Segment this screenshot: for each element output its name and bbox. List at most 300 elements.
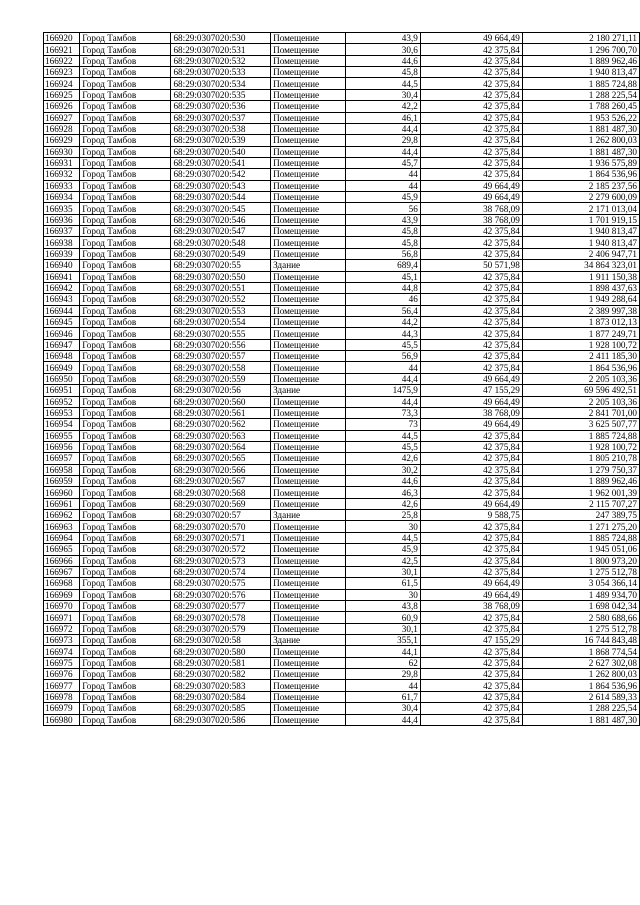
table-row [44, 669, 640, 680]
cell-area: 45,8 [346, 226, 420, 237]
cell-cadastral-value: 1 864 536,96 [522, 362, 639, 373]
cell-city: Город Тамбов [80, 89, 171, 100]
cell-cadastral-number: 68:29:0307020:560 [171, 396, 271, 407]
cell-object-type: Помещение [271, 339, 346, 350]
cell-area: 73 [346, 419, 420, 430]
table-row [44, 294, 640, 305]
cell-city: Город Тамбов [80, 294, 171, 305]
cell-city: Город Тамбов [80, 260, 171, 271]
table-row [44, 464, 640, 475]
cell-specific-value: 42 375,84 [420, 294, 522, 305]
cell-object-type: Помещение [271, 89, 346, 100]
cell-area: 43,9 [346, 214, 420, 225]
cell-id: 166971 [44, 612, 80, 623]
cell-cadastral-value: 1 288 225,54 [522, 89, 639, 100]
cell-id: 166980 [44, 714, 80, 725]
cell-city: Город Тамбов [80, 419, 171, 430]
table-row [44, 339, 640, 350]
cell-cadastral-number: 68:29:0307020:554 [171, 316, 271, 327]
cell-object-type: Помещение [271, 600, 346, 611]
cell-cadastral-value: 2 205 103,36 [522, 396, 639, 407]
cell-cadastral-value: 1 885 724,88 [522, 430, 639, 441]
cell-id: 166932 [44, 169, 80, 180]
cell-specific-value: 49 664,49 [420, 498, 522, 509]
cell-id: 166955 [44, 430, 80, 441]
cell-city: Город Тамбов [80, 33, 171, 44]
cell-city: Город Тамбов [80, 669, 171, 680]
cell-cadastral-value: 1 262 800,03 [522, 669, 639, 680]
cell-city: Город Тамбов [80, 453, 171, 464]
table-row [44, 385, 640, 396]
table-row [44, 260, 640, 271]
cell-cadastral-value: 1 296 700,70 [522, 44, 639, 55]
cell-object-type: Помещение [271, 578, 346, 589]
cell-cadastral-value: 2 185 237,56 [522, 180, 639, 191]
cell-area: 44,4 [346, 714, 420, 725]
cell-specific-value: 42 375,84 [420, 703, 522, 714]
cell-id: 166952 [44, 396, 80, 407]
cell-specific-value: 42 375,84 [420, 362, 522, 373]
cell-specific-value: 42 375,84 [420, 623, 522, 634]
cell-id: 166953 [44, 407, 80, 418]
cell-cadastral-value: 1 928 100,72 [522, 441, 639, 452]
cell-object-type: Помещение [271, 214, 346, 225]
cell-specific-value: 42 375,84 [420, 566, 522, 577]
table-row [44, 89, 640, 100]
cell-specific-value: 42 375,84 [420, 248, 522, 259]
cell-area: 30,4 [346, 703, 420, 714]
cell-specific-value: 42 375,84 [420, 476, 522, 487]
cell-object-type: Помещение [271, 453, 346, 464]
table-row [44, 419, 640, 430]
cell-specific-value: 42 375,84 [420, 532, 522, 543]
cell-area: 44,8 [346, 282, 420, 293]
cell-area: 44,6 [346, 55, 420, 66]
cell-cadastral-value: 1 864 536,96 [522, 169, 639, 180]
cell-cadastral-value: 2 411 185,30 [522, 351, 639, 362]
cell-cadastral-number: 68:29:0307020:537 [171, 112, 271, 123]
cell-specific-value: 42 375,84 [420, 67, 522, 78]
cell-area: 42,6 [346, 453, 420, 464]
cell-area: 45,5 [346, 339, 420, 350]
cell-area: 62 [346, 657, 420, 668]
cell-id: 166925 [44, 89, 80, 100]
cell-city: Город Тамбов [80, 691, 171, 702]
cell-id: 166969 [44, 589, 80, 600]
cell-object-type: Помещение [271, 544, 346, 555]
cell-cadastral-value: 2 627 302,08 [522, 657, 639, 668]
cell-specific-value: 49 664,49 [420, 180, 522, 191]
cell-city: Город Тамбов [80, 680, 171, 691]
cell-specific-value: 49 664,49 [420, 373, 522, 384]
cell-id: 166963 [44, 521, 80, 532]
cell-cadastral-value: 1 881 487,30 [522, 714, 639, 725]
cell-cadastral-value: 2 180 271,11 [522, 33, 639, 44]
cell-cadastral-number: 68:29:0307020:536 [171, 101, 271, 112]
cell-cadastral-number: 68:29:0307020:575 [171, 578, 271, 589]
cell-object-type: Помещение [271, 373, 346, 384]
table-row [44, 589, 640, 600]
cell-city: Город Тамбов [80, 703, 171, 714]
cell-id: 166938 [44, 237, 80, 248]
cell-object-type: Помещение [271, 703, 346, 714]
cell-object-type: Помещение [271, 566, 346, 577]
table-row [44, 532, 640, 543]
cell-object-type: Помещение [271, 146, 346, 157]
table-row [44, 78, 640, 89]
cell-cadastral-number: 68:29:0307020:566 [171, 464, 271, 475]
cell-object-type: Помещение [271, 476, 346, 487]
cell-cadastral-number: 68:29:0307020:531 [171, 44, 271, 55]
cell-area: 355,1 [346, 635, 420, 646]
cell-id: 166939 [44, 248, 80, 259]
cell-specific-value: 42 375,84 [420, 226, 522, 237]
cell-id: 166948 [44, 351, 80, 362]
cell-specific-value: 38 768,09 [420, 203, 522, 214]
cell-cadastral-number: 68:29:0307020:563 [171, 430, 271, 441]
cell-object-type: Помещение [271, 271, 346, 282]
table-row [44, 44, 640, 55]
cell-city: Город Тамбов [80, 714, 171, 725]
cell-object-type: Помещение [271, 294, 346, 305]
cell-id: 166961 [44, 498, 80, 509]
cell-object-type: Помещение [271, 498, 346, 509]
cell-id: 166965 [44, 544, 80, 555]
table-row [44, 146, 640, 157]
cell-specific-value: 42 375,84 [420, 237, 522, 248]
cell-specific-value: 42 375,84 [420, 271, 522, 282]
cell-cadastral-number: 68:29:0307020:580 [171, 646, 271, 657]
table-row [44, 180, 640, 191]
cell-cadastral-number: 68:29:0307020:573 [171, 555, 271, 566]
cell-cadastral-number: 68:29:0307020:569 [171, 498, 271, 509]
cell-city: Город Тамбов [80, 464, 171, 475]
cell-cadastral-value: 1 288 225,54 [522, 703, 639, 714]
cell-specific-value: 42 375,84 [420, 657, 522, 668]
table-row [44, 157, 640, 168]
cell-specific-value: 42 375,84 [420, 680, 522, 691]
cell-area: 30,4 [346, 89, 420, 100]
cell-city: Город Тамбов [80, 544, 171, 555]
cell-cadastral-number: 68:29:0307020:552 [171, 294, 271, 305]
cell-cadastral-value: 2 841 701,00 [522, 407, 639, 418]
cell-cadastral-value: 2 171 013,04 [522, 203, 639, 214]
cadastral-value-table [43, 32, 640, 726]
cell-id: 166960 [44, 487, 80, 498]
cell-cadastral-number: 68:29:0307020:565 [171, 453, 271, 464]
cell-cadastral-value: 1 962 001,39 [522, 487, 639, 498]
cell-id: 166973 [44, 635, 80, 646]
cell-cadastral-value: 1 800 973,20 [522, 555, 639, 566]
cell-cadastral-number: 68:29:0307020:550 [171, 271, 271, 282]
cell-cadastral-value: 3 625 507,77 [522, 419, 639, 430]
cell-cadastral-number: 68:29:0307020:567 [171, 476, 271, 487]
cell-city: Город Тамбов [80, 635, 171, 646]
cell-area: 30,1 [346, 623, 420, 634]
cell-city: Город Тамбов [80, 180, 171, 191]
cell-id: 166979 [44, 703, 80, 714]
cell-id: 166920 [44, 33, 80, 44]
cell-id: 166951 [44, 385, 80, 396]
cell-city: Город Тамбов [80, 510, 171, 521]
cell-cadastral-number: 68:29:0307020:534 [171, 78, 271, 89]
table-row [44, 623, 640, 634]
cell-cadastral-value: 1 940 813,47 [522, 237, 639, 248]
cell-cadastral-number: 68:29:0307020:582 [171, 669, 271, 680]
cell-cadastral-value: 2 580 688,66 [522, 612, 639, 623]
cell-object-type: Помещение [271, 532, 346, 543]
cell-object-type: Помещение [271, 112, 346, 123]
cell-city: Город Тамбов [80, 78, 171, 89]
cell-object-type: Помещение [271, 351, 346, 362]
cell-cadastral-value: 1 911 150,38 [522, 271, 639, 282]
cell-specific-value: 42 375,84 [420, 441, 522, 452]
table-row [44, 362, 640, 373]
cell-id: 166978 [44, 691, 80, 702]
cell-area: 56,4 [346, 305, 420, 316]
cell-specific-value: 50 571,98 [420, 260, 522, 271]
cell-cadastral-value: 1 898 437,63 [522, 282, 639, 293]
cell-city: Город Тамбов [80, 589, 171, 600]
cell-cadastral-value: 2 614 589,33 [522, 691, 639, 702]
cell-area: 42,2 [346, 101, 420, 112]
cell-specific-value: 49 664,49 [420, 33, 522, 44]
cell-area: 44,3 [346, 328, 420, 339]
cell-specific-value: 42 375,84 [420, 101, 522, 112]
cell-city: Город Тамбов [80, 55, 171, 66]
cell-area: 44,5 [346, 78, 420, 89]
cell-cadastral-number: 68:29:0307020:574 [171, 566, 271, 577]
cell-cadastral-number: 68:29:0307020:579 [171, 623, 271, 634]
cell-cadastral-number: 68:29:0307020:557 [171, 351, 271, 362]
cell-cadastral-number: 68:29:0307020:535 [171, 89, 271, 100]
table-row [44, 373, 640, 384]
cell-city: Город Тамбов [80, 578, 171, 589]
cell-object-type: Помещение [271, 419, 346, 430]
cell-id: 166954 [44, 419, 80, 430]
cell-id: 166972 [44, 623, 80, 634]
cell-cadastral-value: 1 873 012,13 [522, 316, 639, 327]
cell-cadastral-number: 68:29:0307020:555 [171, 328, 271, 339]
cell-city: Город Тамбов [80, 407, 171, 418]
cell-specific-value: 42 375,84 [420, 555, 522, 566]
table-row [44, 578, 640, 589]
cell-specific-value: 42 375,84 [420, 453, 522, 464]
cell-specific-value: 42 375,84 [420, 430, 522, 441]
cell-cadastral-value: 1 885 724,88 [522, 78, 639, 89]
cell-area: 61,7 [346, 691, 420, 702]
cell-specific-value: 42 375,84 [420, 282, 522, 293]
table-row [44, 305, 640, 316]
cell-object-type: Помещение [271, 157, 346, 168]
cell-id: 166962 [44, 510, 80, 521]
cell-cadastral-value: 1 788 260,45 [522, 101, 639, 112]
table-row [44, 396, 640, 407]
cell-city: Город Тамбов [80, 430, 171, 441]
cell-city: Город Тамбов [80, 112, 171, 123]
table-row [44, 135, 640, 146]
table-row [44, 555, 640, 566]
cell-area: 30,2 [346, 464, 420, 475]
table-row [44, 600, 640, 611]
cell-id: 166931 [44, 157, 80, 168]
cell-object-type: Помещение [271, 78, 346, 89]
cell-cadastral-value: 1 889 962,46 [522, 476, 639, 487]
cell-object-type: Помещение [271, 44, 346, 55]
cell-cadastral-number: 68:29:0307020:551 [171, 282, 271, 293]
cell-cadastral-value: 2 205 103,36 [522, 373, 639, 384]
cell-id: 166941 [44, 271, 80, 282]
cell-specific-value: 47 155,29 [420, 385, 522, 396]
table-row [44, 612, 640, 623]
cell-id: 166947 [44, 339, 80, 350]
cell-object-type: Помещение [271, 691, 346, 702]
cell-id: 166933 [44, 180, 80, 191]
cell-area: 56,9 [346, 351, 420, 362]
cell-object-type: Помещение [271, 123, 346, 134]
table-row [44, 691, 640, 702]
cell-cadastral-value: 1 936 575,89 [522, 157, 639, 168]
cell-city: Город Тамбов [80, 646, 171, 657]
cell-specific-value: 42 375,84 [420, 714, 522, 725]
cell-area: 45,9 [346, 192, 420, 203]
cell-cadastral-value: 2 279 600,09 [522, 192, 639, 203]
cell-city: Город Тамбов [80, 657, 171, 668]
cell-id: 166940 [44, 260, 80, 271]
cell-cadastral-number: 68:29:0307020:577 [171, 600, 271, 611]
cell-area: 44,4 [346, 123, 420, 134]
cell-cadastral-number: 68:29:0307020:533 [171, 67, 271, 78]
cell-area: 689,4 [346, 260, 420, 271]
cell-cadastral-value: 1 949 288,64 [522, 294, 639, 305]
cell-specific-value: 49 664,49 [420, 192, 522, 203]
table-body [44, 33, 640, 726]
cell-object-type: Здание [271, 510, 346, 521]
cell-cadastral-number: 68:29:0307020:55 [171, 260, 271, 271]
cell-object-type: Помещение [271, 555, 346, 566]
cell-cadastral-number: 68:29:0307020:561 [171, 407, 271, 418]
cell-cadastral-value: 1 262 800,03 [522, 135, 639, 146]
table-row [44, 282, 640, 293]
cell-area: 45,8 [346, 67, 420, 78]
cell-object-type: Помещение [271, 33, 346, 44]
cell-city: Город Тамбов [80, 305, 171, 316]
cell-object-type: Помещение [271, 441, 346, 452]
cell-area: 42,6 [346, 498, 420, 509]
cell-specific-value: 42 375,84 [420, 669, 522, 680]
cell-city: Город Тамбов [80, 566, 171, 577]
cell-area: 44,5 [346, 532, 420, 543]
cell-id: 166967 [44, 566, 80, 577]
cell-id: 166928 [44, 123, 80, 134]
cell-object-type: Помещение [271, 623, 346, 634]
cell-city: Город Тамбов [80, 487, 171, 498]
table-row [44, 441, 640, 452]
cell-cadastral-value: 1 881 487,30 [522, 146, 639, 157]
table-row [44, 169, 640, 180]
cell-specific-value: 49 664,49 [420, 578, 522, 589]
cell-cadastral-number: 68:29:0307020:578 [171, 612, 271, 623]
cell-cadastral-value: 2 406 947,71 [522, 248, 639, 259]
cell-id: 166942 [44, 282, 80, 293]
cell-id: 166966 [44, 555, 80, 566]
cell-city: Город Тамбов [80, 521, 171, 532]
cell-area: 45,9 [346, 544, 420, 555]
cell-cadastral-number: 68:29:0307020:56 [171, 385, 271, 396]
table-row [44, 646, 640, 657]
cell-cadastral-value: 1 928 100,72 [522, 339, 639, 350]
cell-specific-value: 42 375,84 [420, 112, 522, 123]
table-row [44, 271, 640, 282]
cell-city: Город Тамбов [80, 67, 171, 78]
cell-id: 166946 [44, 328, 80, 339]
cell-cadastral-number: 68:29:0307020:540 [171, 146, 271, 157]
cell-cadastral-value: 1 279 750,37 [522, 464, 639, 475]
cell-specific-value: 38 768,09 [420, 407, 522, 418]
cell-id: 166937 [44, 226, 80, 237]
cell-object-type: Помещение [271, 67, 346, 78]
cell-cadastral-value: 1 275 512,78 [522, 566, 639, 577]
cell-city: Город Тамбов [80, 146, 171, 157]
cell-id: 166924 [44, 78, 80, 89]
cell-specific-value: 42 375,84 [420, 612, 522, 623]
cell-object-type: Помещение [271, 487, 346, 498]
cell-city: Город Тамбов [80, 214, 171, 225]
cell-city: Город Тамбов [80, 476, 171, 487]
cell-cadastral-number: 68:29:0307020:584 [171, 691, 271, 702]
cell-area: 45,5 [346, 441, 420, 452]
table-row [44, 703, 640, 714]
cell-cadastral-number: 68:29:0307020:558 [171, 362, 271, 373]
cell-object-type: Помещение [271, 237, 346, 248]
cell-area: 60,9 [346, 612, 420, 623]
cell-id: 166964 [44, 532, 80, 543]
cell-cadastral-value: 1 889 962,46 [522, 55, 639, 66]
cell-area: 25,8 [346, 510, 420, 521]
cell-cadastral-value: 1 868 774,54 [522, 646, 639, 657]
cell-cadastral-number: 68:29:0307020:549 [171, 248, 271, 259]
cell-area: 44,4 [346, 146, 420, 157]
cell-cadastral-number: 68:29:0307020:541 [171, 157, 271, 168]
cell-area: 44,6 [346, 476, 420, 487]
table-row [44, 123, 640, 134]
cell-id: 166968 [44, 578, 80, 589]
cell-object-type: Помещение [271, 680, 346, 691]
cell-id: 166930 [44, 146, 80, 157]
cell-specific-value: 42 375,84 [420, 44, 522, 55]
cell-city: Город Тамбов [80, 373, 171, 384]
table-row [44, 544, 640, 555]
cell-object-type: Помещение [271, 192, 346, 203]
cell-city: Город Тамбов [80, 282, 171, 293]
cell-area: 42,5 [346, 555, 420, 566]
cell-cadastral-value: 1 953 526,22 [522, 112, 639, 123]
cell-id: 166949 [44, 362, 80, 373]
cell-cadastral-number: 68:29:0307020:581 [171, 657, 271, 668]
cell-city: Город Тамбов [80, 339, 171, 350]
cell-id: 166945 [44, 316, 80, 327]
cell-object-type: Помещение [271, 589, 346, 600]
cell-cadastral-value: 34 864 323,01 [522, 260, 639, 271]
cell-object-type: Здание [271, 260, 346, 271]
cell-id: 166934 [44, 192, 80, 203]
cell-cadastral-value: 1 271 275,20 [522, 521, 639, 532]
cell-area: 46,1 [346, 112, 420, 123]
cell-id: 166923 [44, 67, 80, 78]
cell-object-type: Помещение [271, 521, 346, 532]
cell-area: 44 [346, 169, 420, 180]
cell-cadastral-value: 1 864 536,96 [522, 680, 639, 691]
